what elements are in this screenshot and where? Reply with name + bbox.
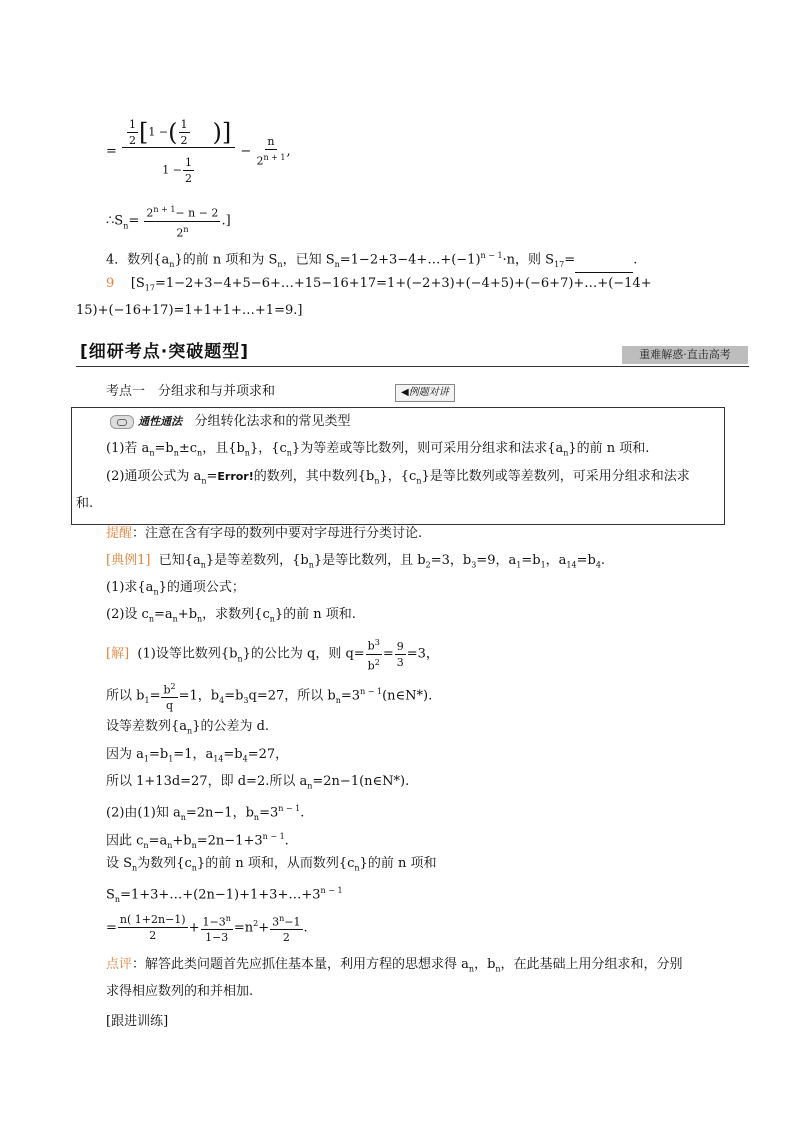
solution-line-2: 所以 $b_1=$ $\frac{b^2}{q}$ =1，$b_4=b_3q=27$，所以 $b_n=3^{n - 1}(n\in N*)$. (106, 681, 433, 713)
section-divider (76, 366, 749, 367)
comment-line-2: 求得相应数列的和并相加. (106, 984, 254, 999)
big-fraction: $\frac{1}{2}$ [1 −( $\frac{1}{2}$ )] 1 − $\frac{1}{2}$ (122, 118, 235, 185)
solution-line-3: 设等差数列$\{a_n\}$的公差为 d. (106, 719, 270, 736)
method-item-2-cont: 和. (76, 496, 94, 511)
solution-line-10: = $\frac{n( 1+2n-1)}{2}$ + $\frac{1-3^n}{1-3}$ $=n^2+$ $\frac{3^n-1}{2}$ . (106, 913, 308, 945)
answer-4-line2: 15)+(−16+17)=1+1+1+…+1=9.] (76, 303, 303, 318)
example-q2: (2)设 $c_n=a_n+b_n$，求数列$\{c_n\}$的前 n 项和. (106, 607, 356, 624)
solution-line-7: 因此 $c_n=a_n+b_n=2n-1+3^{n - 1}$. (106, 832, 289, 850)
solution-line-1: [解] (1)设等比数列$\{b_n\}$的公比为 q，则 q= $\frac{b^3}{b^2}$ = $\frac{9}{3}$ =3， (106, 638, 439, 673)
answer-number: 9 (106, 276, 115, 291)
answer-blank (575, 260, 633, 273)
example-tag: ◀例题对讲 (395, 384, 455, 402)
problem-4: 4．数列$\{a_n\}$的前 n 项和为 $S_n$，已知 $S_n=1-2+3-4+\dots+(-1)^{n - 1}\cdot n$，则 $S_{17}=$ . (106, 248, 637, 273)
kaodian-title: 考点一 分组求和与并项求和 (106, 384, 276, 399)
reminder: 提醒：注意在含有字母的数列中要对字母进行分类讨论. (106, 526, 423, 541)
method-heading: 通性通法 分组转化法求和的常见类型 (110, 414, 351, 430)
followup-label: [跟进训练] (106, 1014, 169, 1029)
method-item-1: (1)若 $a_n=b_n\pm c_n$，且$\{b_n\}$，$\{c_n\}$为等差或等比数列，则可采用分组求和法求$\{a_n\}$的前 n 项和. (106, 441, 650, 458)
solution-line-9: $S_n=1+3+\dots+(2n-1)+1+3+\dots+3^{n - 1}$ (106, 886, 343, 904)
solution-line-8: 设 $S_n$为数列$\{c_n\}$的前 n 项和，从而数列$\{c_n\}$的前 n 项和 (106, 856, 437, 873)
solution-line-4: 因为 $a_1=b_1=1$，$a_{14}=b_4=27$， (106, 747, 289, 764)
example-statement: [典例1] 已知$\{a_n\}$是等差数列，$\{b_n\}$是等比数列，且 $b_2=3$，$b_3=9$，$a_1=b_1$，$a_{14}=b_4$. (106, 553, 606, 570)
section-tag: 重难解惑·直击高考 (622, 346, 748, 364)
sn-formula-top: = $\frac{1}{2}$ [1 −( $\frac{1}{2}$ )] 1 − $\frac{1}{2}$ − $\frac{n}{2^{n + 1}}$ , (106, 118, 291, 185)
therefore-line: $\therefore S_n=$ $\frac{2^{n + 1}- n - 2}{2^n}$ .] (106, 205, 231, 240)
comment-line-1: 点评：解答此类问题首先应抓住基本量，利用方程的思想求得 $a_n$，$b_n$，在此基础上用分组求和，分别 (106, 957, 683, 974)
method-icon (110, 415, 134, 429)
method-item-2: (2)通项公式为 $a_n=Error$!的数列，其中数列$\{b_n\}$，$\{c_n\}$是等比数列或等差数列，可采用分组求和法求 (106, 469, 690, 486)
answer-4-line1: 9 [$S_{17}=1-2+3-4+5-6+\dots+15-16+17=1+(-2+3)+(-4+5)+(-6+7)+\dots+(-14+$ (106, 276, 652, 293)
solution-line-5: 所以 1+13d=27，即 d=2.所以 $a_n=2n-1(n\in N*)$. (106, 774, 410, 791)
section-title: [细研考点·突破题型] (80, 342, 249, 362)
example-q1: (1)求$\{a_n\}$的通项公式； (106, 580, 245, 597)
solution-line-6: (2)由(1)知 $a_n=2n-1$，$b_n=3^{n - 1}$. (106, 804, 305, 822)
